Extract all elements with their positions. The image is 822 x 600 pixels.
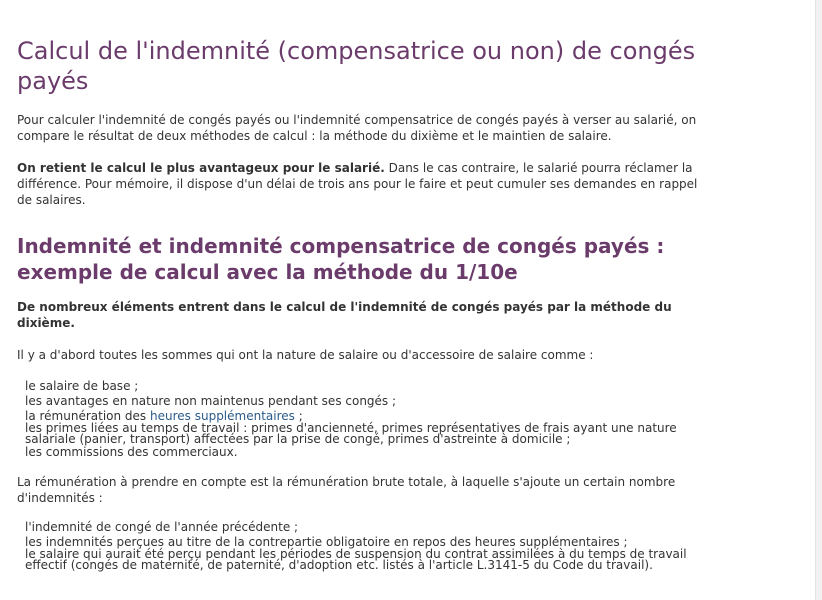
scrollbar[interactable] [815, 0, 822, 600]
list-item: les indemnités perçues au titre de la contrepartie obligatoire en repos des heures supplémentaires ; [25, 535, 628, 549]
advantage-strong: On retient le calcul le plus avantageux pour le salarié. [17, 161, 385, 175]
list-item: l'indemnité de congé de l'année précédente ; [25, 520, 299, 534]
intro-paragraph: Pour calculer l'indemnité de congés payés ou l'indemnité compensatrice de congés payés à verser au salarié, on compare le résultat de deux méthodes de calcul : la méthode du dixième et le maintien de salaire. [17, 113, 697, 143]
list2-intro: La rémunération à prendre en compte est la rémunération brute totale, à laquelle s'ajoute un certain nombre d'indemnités : [17, 475, 676, 505]
section-title: Indemnité et indemnité compensatrice de congés payés : exemple de calcul avec la méthode du 1/10e [17, 234, 665, 284]
list-item-prefix: la rémunération des [25, 409, 150, 423]
list-item: les primes liées au temps de travail : primes d'ancienneté, primes représentatives de frais ayant une nature salariale (panier, transport) affectées par la prise de congé, primes d'astreinte à domicile ; [25, 421, 677, 446]
list-item-suffix: ; [294, 409, 303, 423]
list-item: les avantages en nature non maintenus pendant ses congés ; [25, 394, 397, 408]
page-title: Calcul de l'indemnité (compensatrice ou non) de congés payés [17, 37, 696, 95]
section-lead: De nombreux éléments entrent dans le calcul de l'indemnité de congés payés par la méthode du dixième. [17, 300, 672, 330]
overtime-link[interactable]: heures supplémentaires [150, 409, 295, 423]
indemnities-list [17, 520, 707, 571]
list-item: les commissions des commerciaux. [25, 445, 238, 459]
advantage-rest: Dans le cas contraire, le salarié pourra réclamer la différence. Pour mémoire, il dispose d'un délai de trois ans pour le faire et peut cumuler ses demandes en rappel de salaires. [17, 161, 698, 207]
article-content [17, 36, 707, 571]
salary-elements-list [17, 379, 707, 460]
list-item: le salaire de base ; [25, 379, 139, 393]
list-item: le salaire qui aurait été perçu pendant les périodes de suspension du contrat assimilées à du temps de travail effectif (congés de maternité, de paternité, d'adoption etc. listés à l'article L.3141-5 du Code du travail). [25, 547, 687, 572]
advantage-paragraph [17, 160, 707, 208]
list1-intro: Il y a d'abord toutes les sommes qui ont la nature de salaire ou d'accessoire de salaire comme : [17, 348, 594, 362]
